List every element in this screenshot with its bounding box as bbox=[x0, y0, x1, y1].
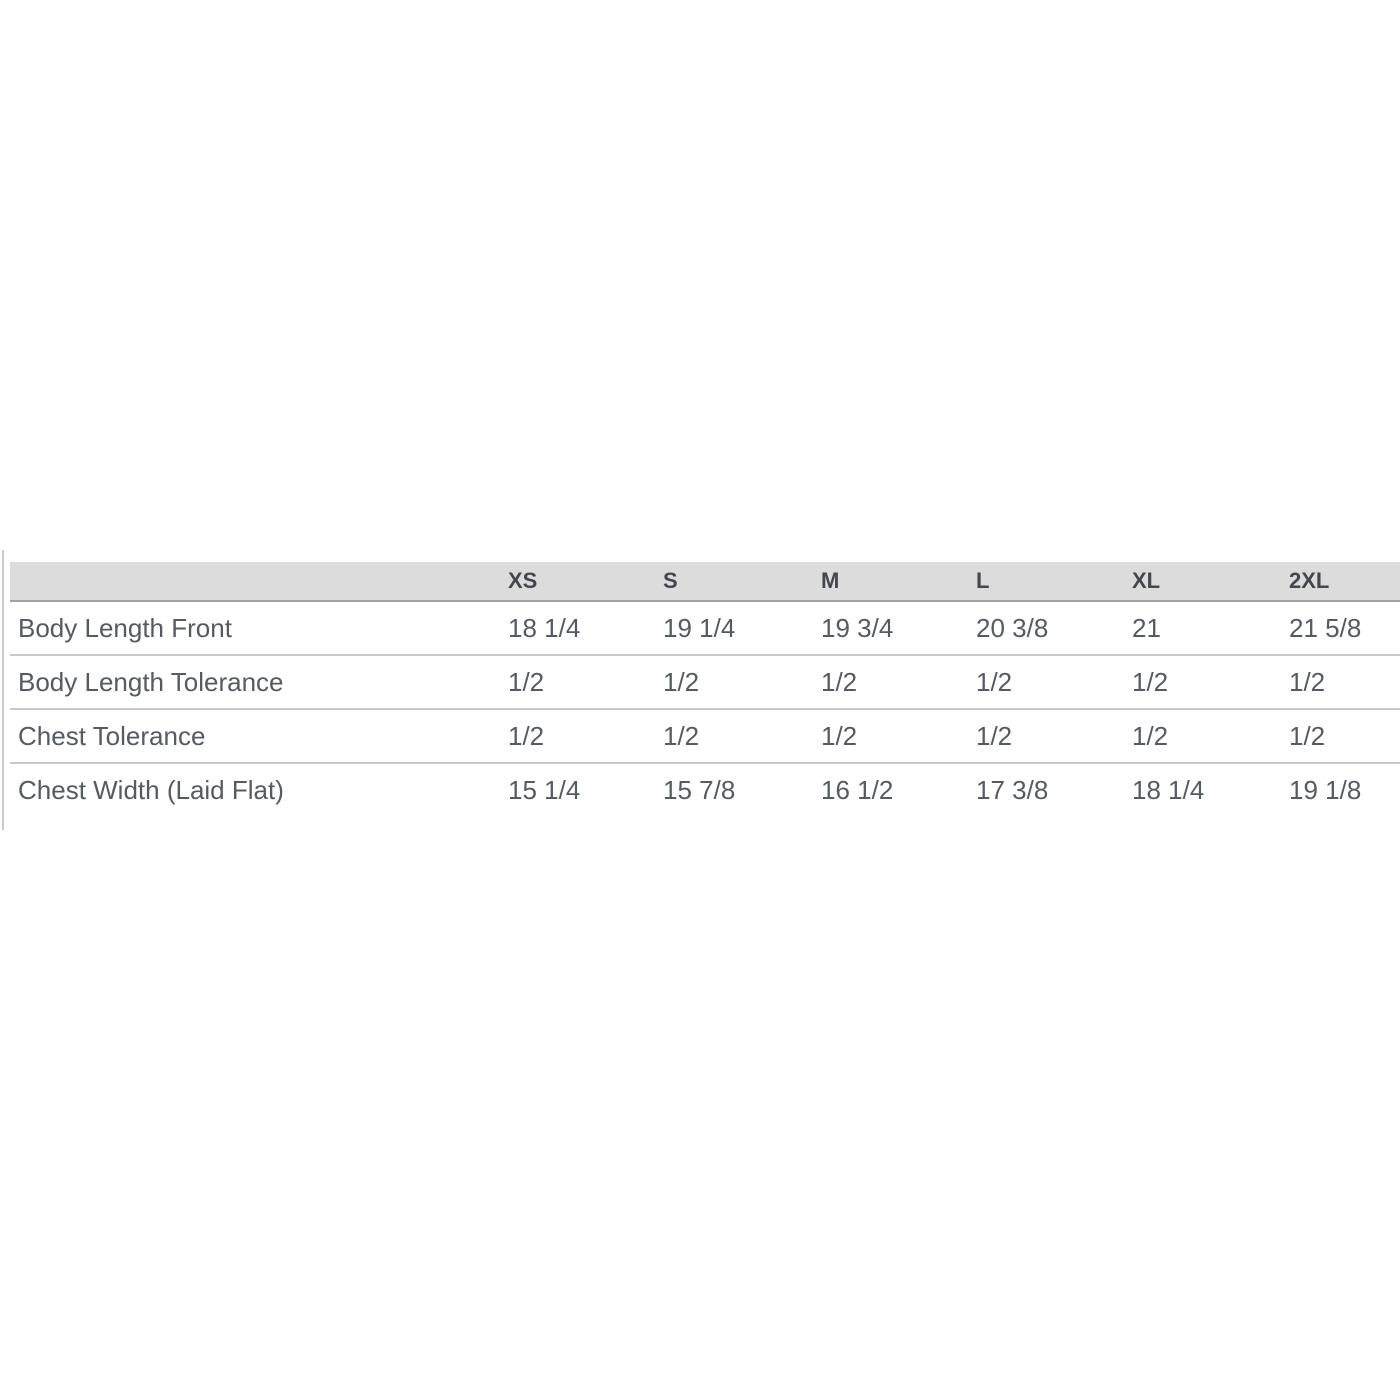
cell-value: 18 1/4 bbox=[508, 612, 581, 643]
cell-value: 1/2 bbox=[976, 666, 1013, 697]
cell-value: 15 7/8 bbox=[663, 774, 736, 805]
cell-value: 1/2 bbox=[1132, 720, 1169, 751]
row-label: Body Length Tolerance bbox=[18, 666, 284, 697]
cell-value: 15 1/4 bbox=[508, 774, 581, 805]
cell-value: 19 3/4 bbox=[821, 612, 894, 643]
cell-value: 1/2 bbox=[663, 666, 700, 697]
cell-value: 18 1/4 bbox=[1132, 774, 1205, 805]
header-cell-s: S bbox=[663, 568, 678, 593]
cell-value: 1/2 bbox=[508, 720, 545, 751]
cell-value: 1/2 bbox=[1289, 666, 1326, 697]
cell-value: 19 1/4 bbox=[663, 612, 736, 643]
cell-value: 1/2 bbox=[1132, 666, 1169, 697]
header-cell-m: M bbox=[821, 568, 840, 593]
cell-value: 17 3/8 bbox=[976, 774, 1049, 805]
table-row-chest-width-laid-flat bbox=[10, 764, 1400, 816]
table-row-body-length-front bbox=[10, 602, 1400, 656]
cell-value: 21 5/8 bbox=[1289, 612, 1362, 643]
cell-value: 19 1/8 bbox=[1289, 774, 1362, 805]
size-chart-table bbox=[10, 562, 1400, 816]
table-row-body-length-tolerance bbox=[10, 656, 1400, 710]
header-cell-xs: XS bbox=[508, 568, 538, 593]
cell-value: 1/2 bbox=[508, 666, 545, 697]
row-label: Chest Width (Laid Flat) bbox=[18, 774, 284, 805]
header-cell-xl: XL bbox=[1132, 568, 1161, 593]
left-edge-line bbox=[2, 550, 4, 830]
table-row-chest-tolerance bbox=[10, 710, 1400, 764]
cell-value: 1/2 bbox=[821, 666, 858, 697]
row-label: Chest Tolerance bbox=[18, 720, 206, 751]
header-cell-l: L bbox=[976, 568, 990, 593]
size-chart-header-row bbox=[10, 562, 1400, 602]
cell-value: 16 1/2 bbox=[821, 774, 894, 805]
header-cell-2xl: 2XL bbox=[1289, 568, 1330, 593]
cell-value: 1/2 bbox=[663, 720, 700, 751]
row-label: Body Length Front bbox=[18, 612, 232, 643]
cell-value: 1/2 bbox=[1289, 720, 1326, 751]
cell-value: 20 3/8 bbox=[976, 612, 1049, 643]
cell-value: 21 bbox=[1132, 612, 1161, 643]
cell-value: 1/2 bbox=[821, 720, 858, 751]
cell-value: 1/2 bbox=[976, 720, 1013, 751]
